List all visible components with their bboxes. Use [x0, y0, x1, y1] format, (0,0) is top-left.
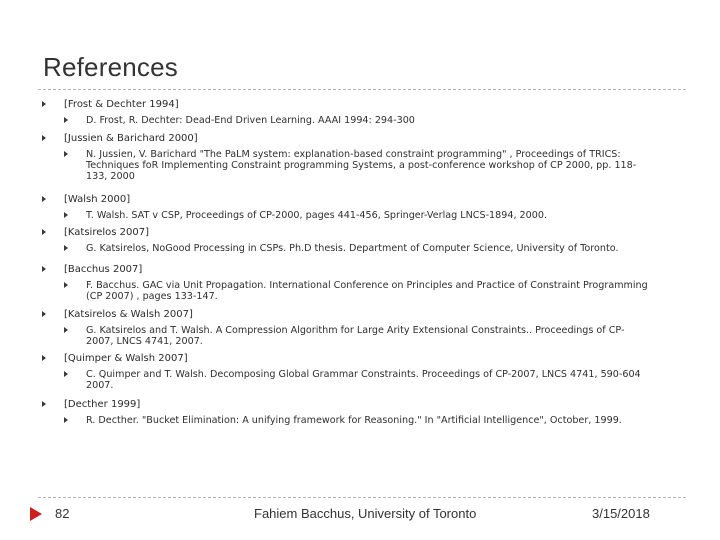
bullet-arrow-icon — [42, 101, 46, 107]
reference-list — [40, 98, 680, 432]
reference-detail — [40, 369, 680, 391]
bullet-arrow-icon — [42, 196, 46, 202]
sub-bullet-arrow-icon — [64, 212, 68, 218]
footer-date: 3/15/2018 — [592, 506, 650, 521]
reference-detail-text: R. Decther. "Bucket Elimination: A unifying framework for Reasoning." In "Artificial Intelligence", October, 1999. — [86, 415, 622, 426]
page-number: 82 — [55, 506, 70, 521]
reference-entry — [40, 263, 680, 308]
reference-key-text: [Jussien & Barichard 2000] — [64, 133, 198, 144]
reference-detail — [40, 325, 680, 347]
footer-accent-triangle-icon — [30, 507, 42, 521]
reference-key-text: [Frost & Dechter 1994] — [64, 99, 179, 110]
reference-entry — [40, 132, 680, 193]
reference-entry — [40, 308, 680, 352]
reference-entry — [40, 226, 680, 263]
sub-bullet-arrow-icon — [64, 151, 68, 157]
reference-key — [40, 132, 680, 145]
reference-detail-text: N. Jussien, V. Barichard "The PaLM system: explanation-based constraint programming" , Proceedings of TRICS: Techniques foR Implementing Constraint programming Systems, a post-conference workshop of CP 2000, pp. 118-133, 2000 — [86, 149, 637, 182]
slide-title: References — [43, 52, 178, 82]
sub-bullet-arrow-icon — [64, 282, 68, 288]
reference-key — [40, 98, 680, 111]
bullet-arrow-icon — [42, 311, 46, 317]
reference-key — [40, 193, 680, 206]
reference-detail-text: F. Bacchus. GAC via Unit Propagation. International Conference on Principles and Practice of Constraint Programming (CP 2007) , pages 133-147. — [86, 280, 648, 302]
bullet-arrow-icon — [42, 401, 46, 407]
reference-key — [40, 398, 680, 411]
reference-entry — [40, 398, 680, 432]
reference-entry — [40, 352, 680, 398]
reference-key-text: [Decther 1999] — [64, 399, 141, 410]
reference-detail-text: C. Quimper and T. Walsh. Decomposing Global Grammar Constraints. Proceedings of CP-2007, LNCS 4741, 590-604 2007. — [86, 369, 641, 391]
reference-key-text: [Katsirelos & Walsh 2007] — [64, 309, 193, 320]
reference-key — [40, 226, 680, 239]
reference-entry — [40, 98, 680, 132]
reference-key-text: [Quimper & Walsh 2007] — [64, 353, 188, 364]
footer-author: Fahiem Bacchus, University of Toronto — [254, 506, 477, 521]
reference-detail-text: T. Walsh. SAT v CSP, Proceedings of CP-2000, pages 441-456, Springer-Verlag LNCS-1894, 2000. — [86, 210, 548, 221]
bullet-arrow-icon — [42, 229, 46, 235]
reference-key — [40, 352, 680, 365]
reference-detail-text: G. Katsirelos, NoGood Processing in CSPs. Ph.D thesis. Department of Computer Science, University of Toronto. — [86, 243, 619, 254]
reference-detail-text: D. Frost, R. Dechter: Dead-End Driven Learning. AAAI 1994: 294-300 — [86, 115, 415, 126]
reference-detail-text: G. Katsirelos and T. Walsh. A Compression Algorithm for Large Arity Extensional Constraints.. Proceedings of CP-2007, LNCS 4741, 2007. — [86, 325, 625, 347]
reference-key-text: [Bacchus 2007] — [64, 264, 143, 275]
reference-detail — [40, 115, 680, 126]
sub-bullet-arrow-icon — [64, 417, 68, 423]
reference-key — [40, 308, 680, 321]
bullet-arrow-icon — [42, 135, 46, 141]
reference-key — [40, 263, 680, 276]
footer-divider — [38, 497, 686, 498]
reference-detail — [40, 243, 680, 254]
sub-bullet-arrow-icon — [64, 245, 68, 251]
reference-key-text: [Walsh 2000] — [64, 194, 131, 205]
reference-detail — [40, 415, 680, 426]
reference-entry — [40, 193, 680, 226]
reference-detail — [40, 149, 680, 182]
sub-bullet-arrow-icon — [64, 371, 68, 377]
bullet-arrow-icon — [42, 266, 46, 272]
sub-bullet-arrow-icon — [64, 327, 68, 333]
reference-key-text: [Katsirelos 2007] — [64, 227, 149, 238]
title-divider — [38, 89, 686, 90]
bullet-arrow-icon — [42, 355, 46, 361]
reference-detail — [40, 210, 680, 221]
sub-bullet-arrow-icon — [64, 117, 68, 123]
reference-detail — [40, 280, 680, 302]
